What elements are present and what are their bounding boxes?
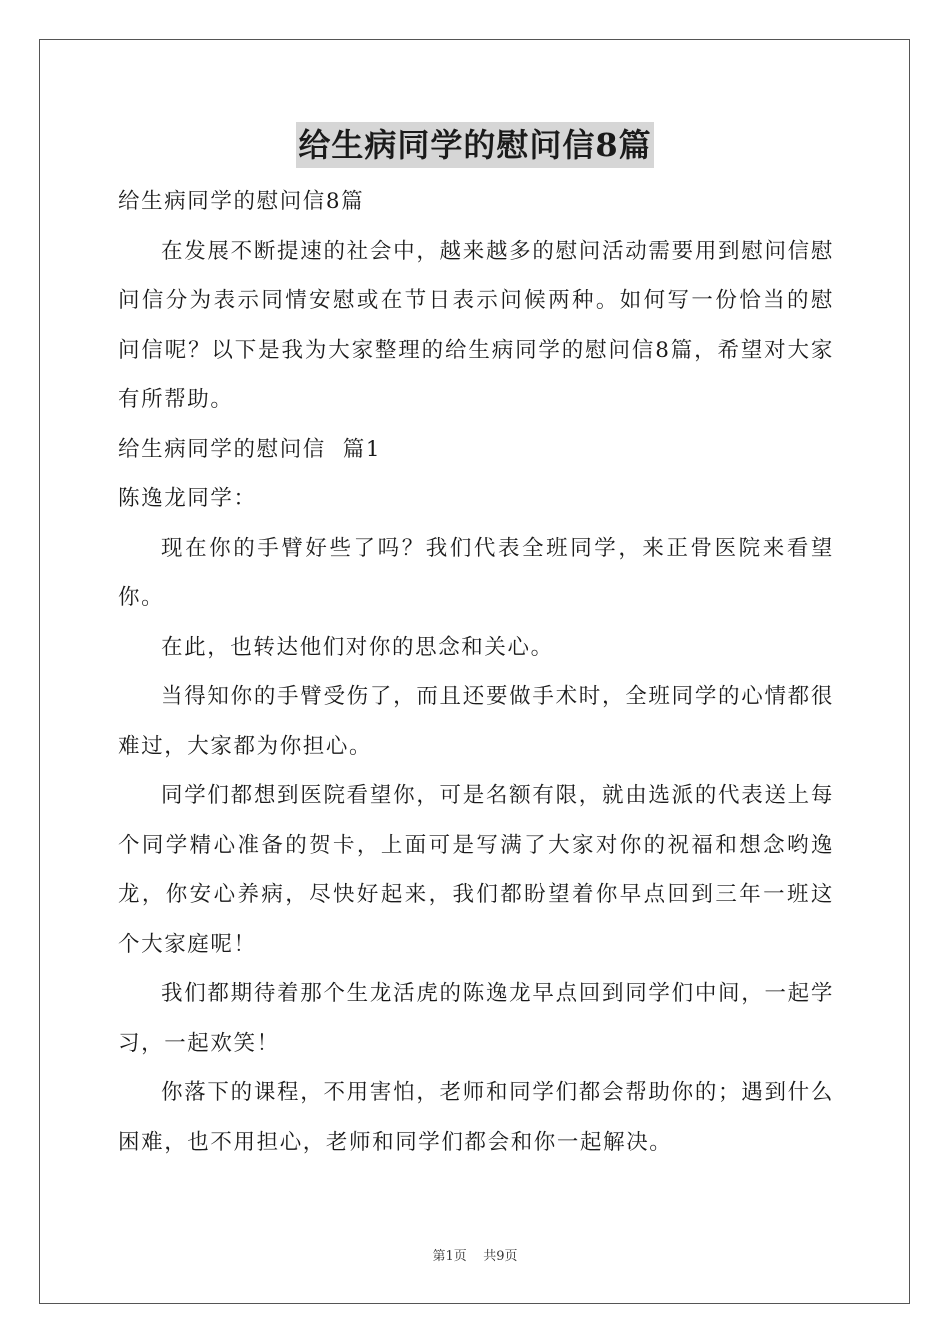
document-title: 给生病同学的慰问信8篇 [296,122,653,168]
paragraph: 在发展不断提速的社会中，越来越多的慰问活动需要用到慰问信慰问信分为表示同情安慰或在节日表示问候两种。如何写一份恰当的慰问信呢？以下是我为大家整理的给生病同学的慰问信8篇，希望对大家有所帮助。 [118,238,834,412]
paragraph: 现在你的手臂好些了吗？我们代表全班同学，来正骨医院来看望你。 [118,535,834,610]
page-total: 共9页 [483,1249,518,1264]
section-heading: 给生病同学的慰问信 篇1 [118,436,382,462]
paragraph: 当得知你的手臂受伤了，而且还要做手术时，全班同学的心情都很难过，大家都为你担心。 [118,684,834,759]
paragraph: 你落下的课程，不用害怕，老师和同学们都会帮助你的；遇到什么困难，也不用担心，老师和同学们都会和你一起解决。 [118,1080,834,1155]
paragraph: 同学们都想到医院看望你，可是名额有限，就由选派的代表送上每个同学精心准备的贺卡，上面可是写满了大家对你的祝福和想念哟逸龙，你安心养病，尽快好起来，我们都盼望着你早点回到三年一班这个大家庭呢！ [118,783,834,957]
salutation: 陈逸龙同学： [118,486,257,511]
paragraph: 给生病同学的慰问信8篇 [118,189,365,214]
page-footer [0,1245,950,1264]
paragraph: 在此，也转达他们对你的思念和关心。 [161,634,554,660]
title-container [0,122,950,168]
paragraph: 我们都期待着那个生龙活虎的陈逸龙早点回到同学们中间，一起学习，一起欢笑！ [118,981,834,1056]
page-number: 第1页 [432,1249,467,1264]
document-body [118,177,834,1167]
